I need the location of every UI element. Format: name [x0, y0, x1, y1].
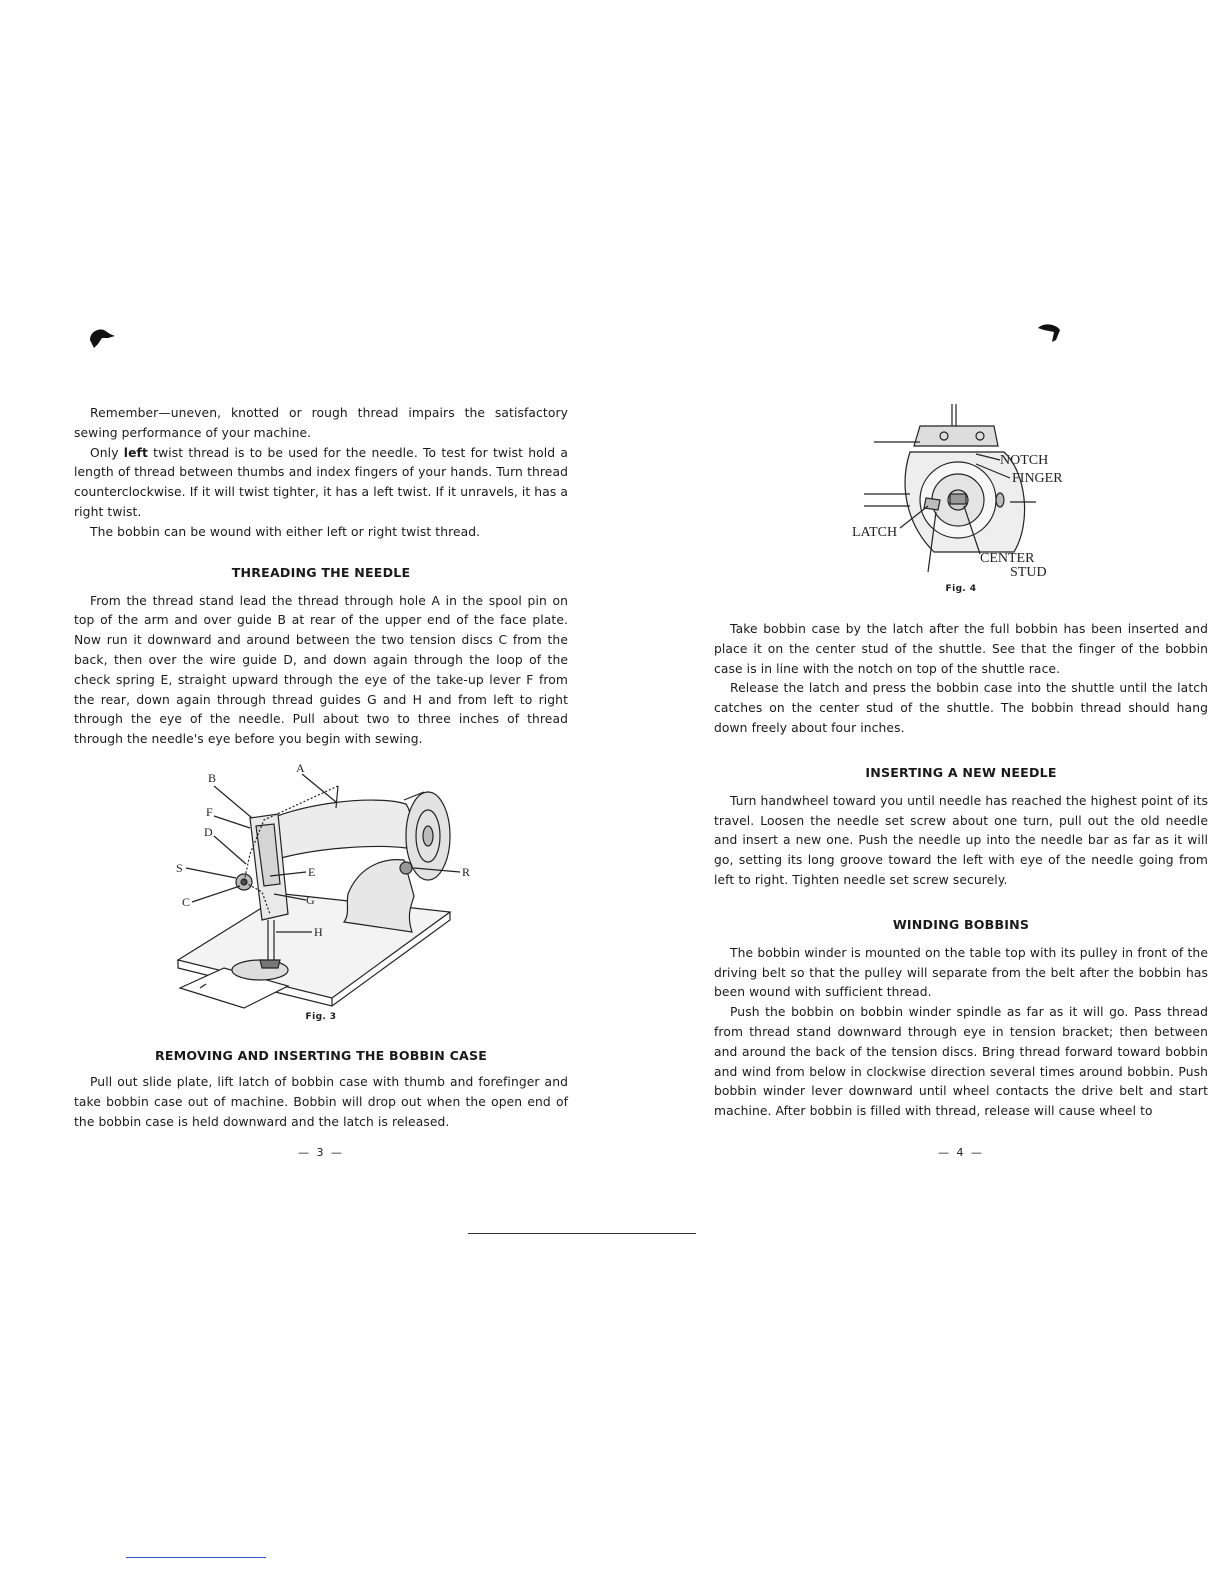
sewing-machine-illustration — [74, 764, 568, 1026]
bobbin-take-paragraph: Take bobbin case by the latch after the full bobbin has been inserted and place it on the center stud of the shuttle. See that the finger of the bobbin case is in line with the notch on top of the shuttle race. — [714, 622, 1208, 676]
fig3-label-r: R — [462, 864, 471, 879]
right-corner-mark — [1034, 320, 1064, 344]
fig3-label-a: A — [296, 763, 305, 775]
threading-heading: THREADING THE NEEDLE — [231, 564, 411, 580]
winding-paragraph-1: The bobbin winder is mounted on the table top with its pulley in front of the driving belt so that the pulley will separate from the belt after the bobbin has been wound with sufficient thread. — [714, 945, 1208, 1000]
twist-before: Only — [90, 445, 124, 460]
left-page — [74, 404, 568, 1132]
fig3-label-c: C — [182, 894, 191, 909]
twist-bold-word: left — [123, 445, 148, 460]
intro-paragraph: Remember—uneven, knotted or rough thread impairs the satisfactory sewing performance of your machine. — [74, 406, 568, 440]
threading-paragraph: From the thread stand lead the thread through hole A in the spool pin on top of the arm and over guide B at rear of the upper end of the face plate. Now run it downward and around between the two tension discs C from the back, then over the wire guide D, and down again through the loop of the check spring E, straight upward through the eye of the take-up lever F from the rear, down again through thread guides G and H and from left to right through the eye of the needle. Pull about two to three inches of thread through the needle's eye before you begin with sewing. — [74, 593, 568, 747]
fig3-label-g: G — [306, 892, 315, 907]
fig4-label-center: CENTER — [980, 551, 1035, 566]
fig4 — [714, 402, 1208, 602]
fig3 — [74, 764, 568, 1026]
fig3-caption: Fig. 3 — [305, 1011, 337, 1022]
fig3-label-e: E — [308, 864, 316, 879]
left-corner-mark — [88, 326, 118, 350]
fig4-label-stud: STUD — [1010, 565, 1047, 580]
fig4-label-finger: FINGER — [1012, 471, 1063, 486]
needle-paragraph: Turn handwheel toward you until needle has reached the highest point of its travel. Loosen the needle set screw about one turn, pull out the old needle and insert a new one. Push the needle up into the needle bar as far as it will go, setting its long groove toward the left with eye of the needle going from left to right. Tighten needle set screw securely. — [714, 793, 1208, 887]
fig4-caption: Fig. 4 — [945, 584, 977, 594]
page-number-3: — 3 — — [298, 1146, 344, 1159]
fig4-label-notch: NOTCH — [1000, 453, 1049, 468]
fig3-label-b: B — [208, 770, 217, 785]
bobbin-case-paragraph: Pull out slide plate, lift latch of bobbin case with thumb and forefinger and take bobbin case out of machine. Bobbin will drop out when the open end of the bobbin case is held downward and the latch is released. — [74, 1074, 568, 1129]
bobbin-case-heading: REMOVING AND INSERTING THE BOBBIN CASE — [154, 1047, 488, 1063]
fig3-label-s: S — [176, 860, 183, 875]
bobbin-case-illustration — [714, 402, 1208, 586]
fig3-label-h: H — [314, 924, 323, 939]
winding-paragraph-2: Push the bobbin on bobbin winder spindle as far as it will go. Pass thread from thread stand downward through eye in tension bracket; then between and around the back of the tension discs. Bring thread forward toward bobbin and wind from below in clockwise direction several times around bobbin. Push bobbin winder lever downward until wheel contacts the drive belt and start machine. After bobbin is filled with thread, release will cause wheel to — [714, 1005, 1208, 1119]
twist-after: twist thread is to be used for the needle. To test for twist hold a length of thread between thumbs and index fingers of your hands. Turn thread counterclockwise. If it will twist tighter, it has a left twist. If it unravels, it has a right twist. — [74, 445, 569, 519]
fig3-label-d: D — [204, 824, 213, 839]
fig4-label-latch: LATCH — [852, 525, 898, 540]
center-scan-rule — [468, 1233, 696, 1234]
fig3-label-f: F — [206, 804, 213, 819]
bottom-scan-rule — [126, 1557, 266, 1558]
winding-heading: WINDING BOBBINS — [892, 916, 1030, 932]
bobbin-twist-paragraph: The bobbin can be wound with either left or right twist thread. — [90, 524, 481, 539]
twist-paragraph — [74, 444, 568, 523]
needle-heading: INSERTING A NEW NEEDLE — [865, 764, 1057, 780]
bobbin-release-paragraph: Release the latch and press the bobbin case into the shuttle until the latch catches on the center stud of the shuttle. The bobbin thread should hang down freely about four inches. — [714, 681, 1208, 735]
right-page — [714, 404, 1208, 1122]
page-number-4: — 4 — — [938, 1146, 984, 1159]
